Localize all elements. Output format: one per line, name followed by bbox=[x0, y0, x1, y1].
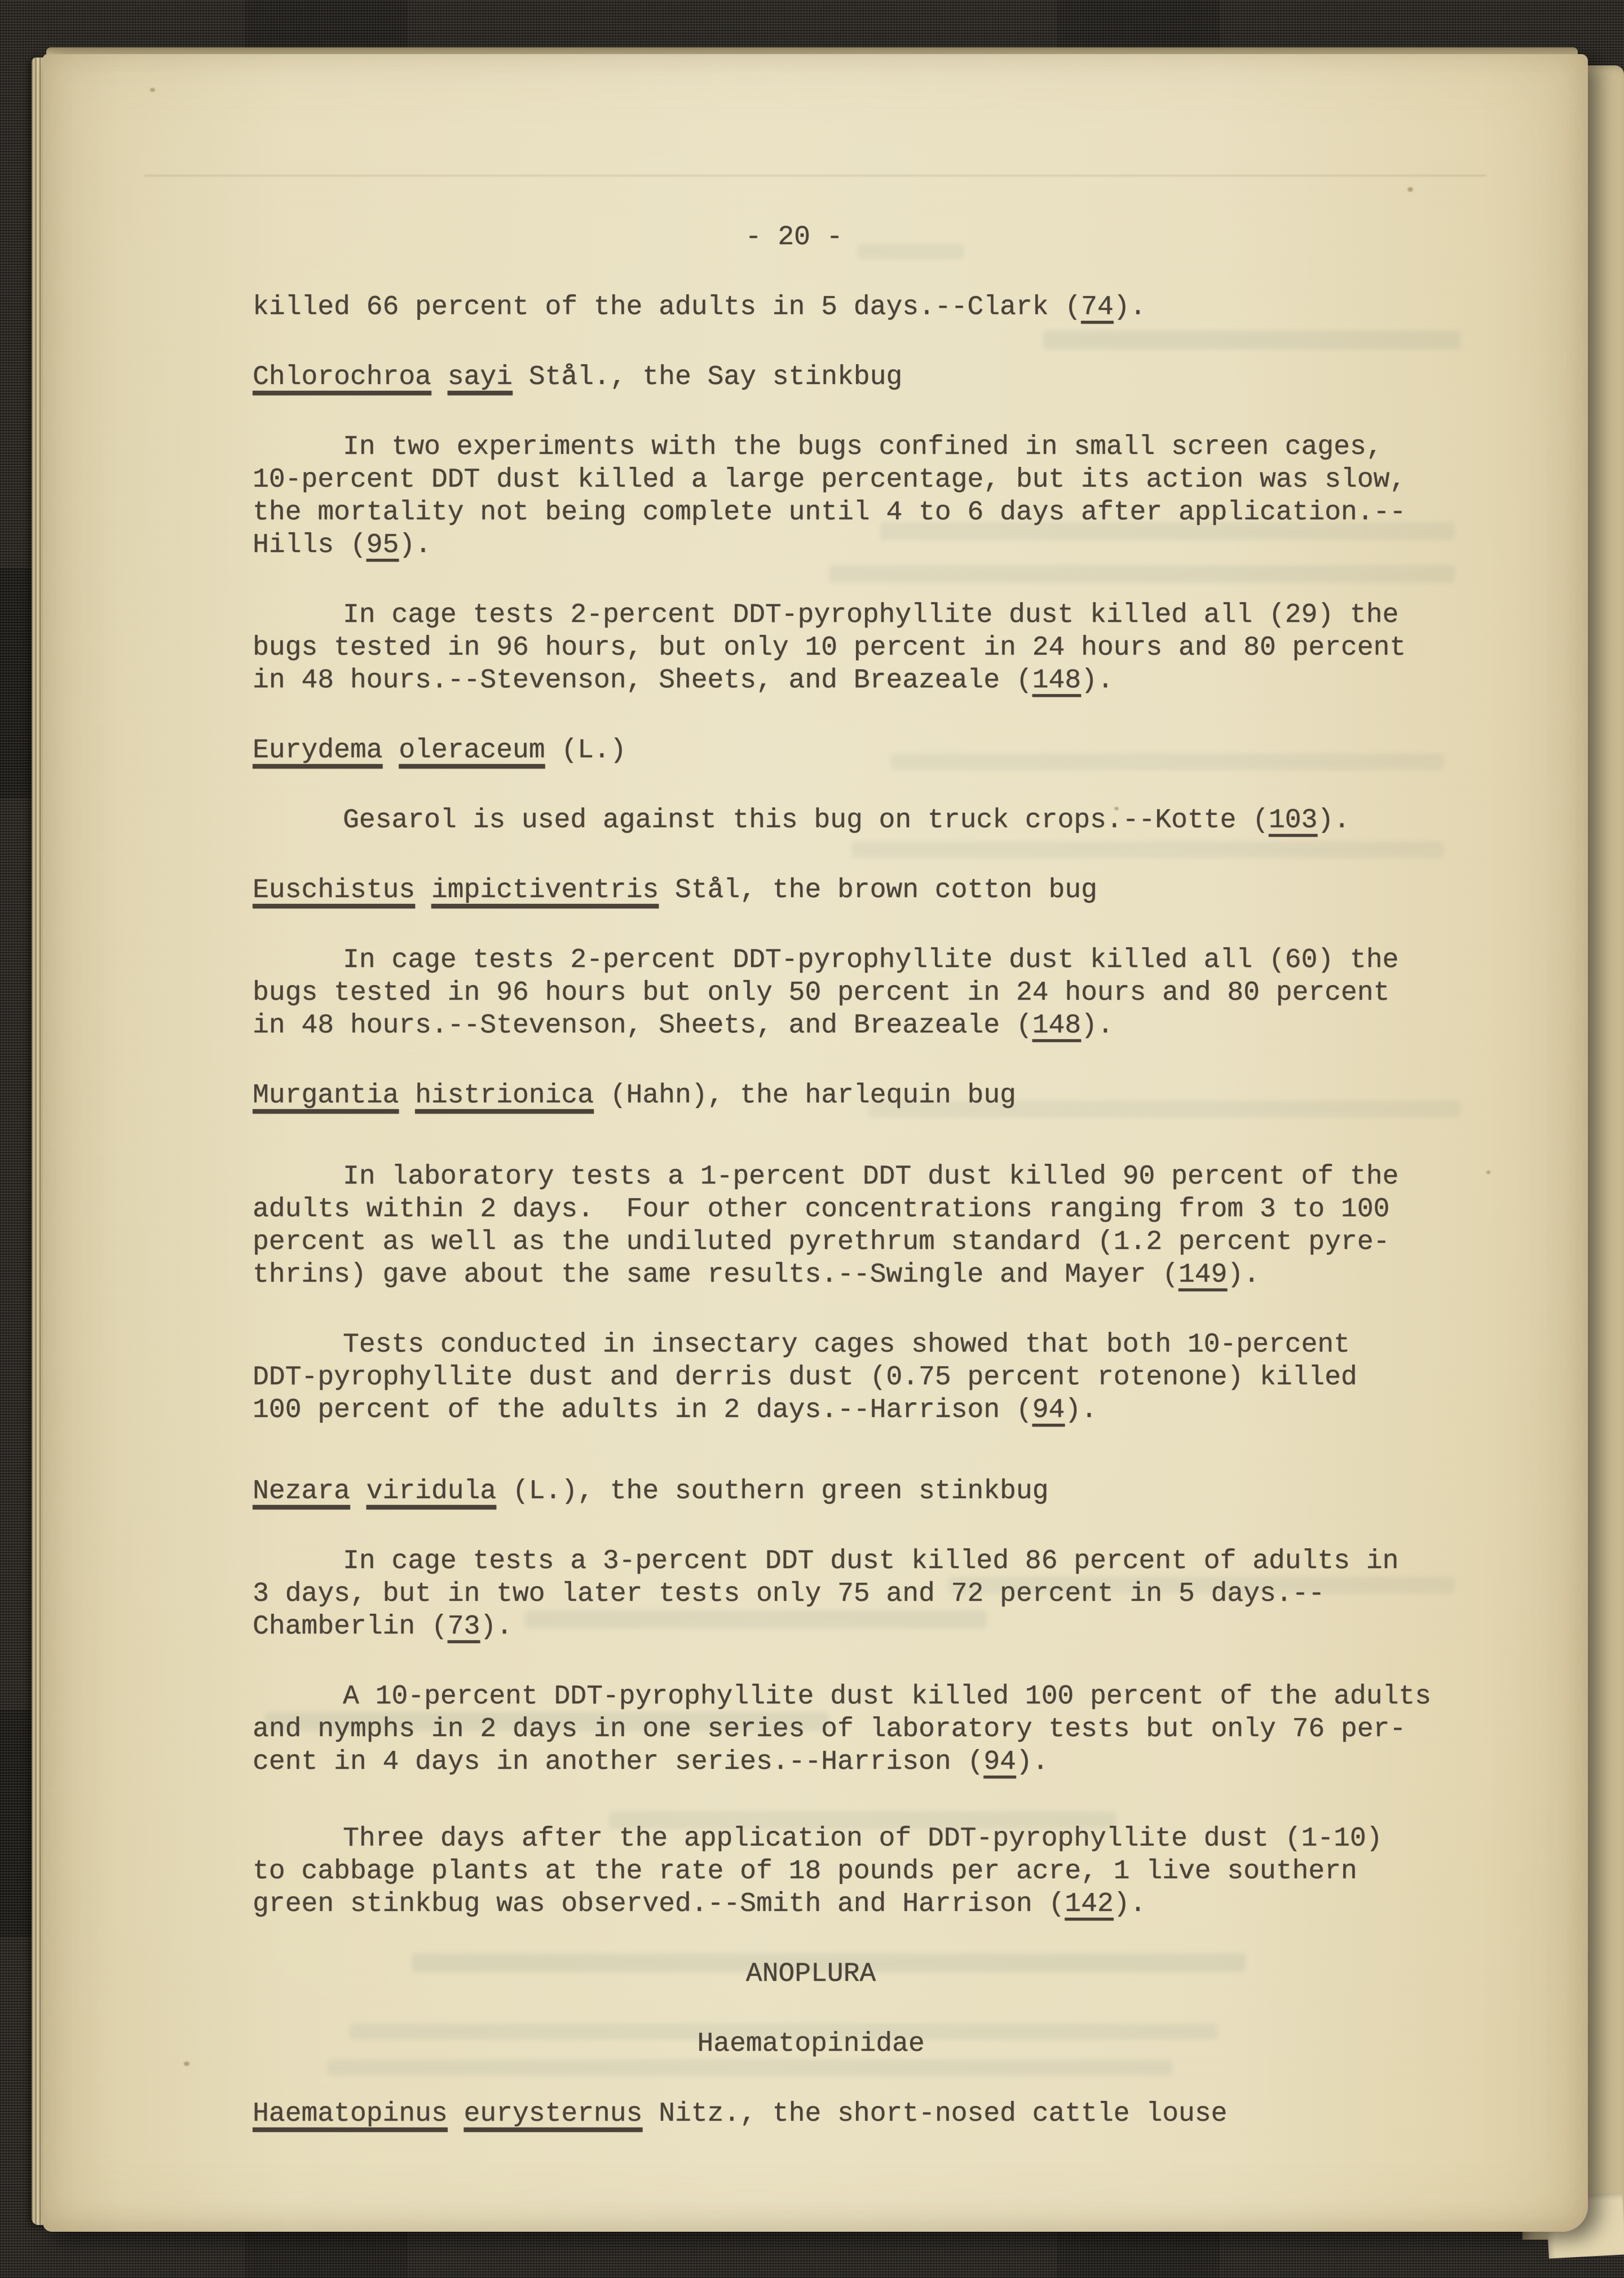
text-line: to cabbage plants at the rate of 18 pounds per acre, 1 live southern bbox=[253, 1856, 1357, 1887]
text-line: Three days after the application of DDT-pyrophyllite dust (1-10) bbox=[343, 1824, 1383, 1854]
text-line: killed 66 percent of the adults in 5 days.--Clark (74). bbox=[253, 292, 1146, 323]
paragraph bbox=[253, 944, 1464, 1042]
underlined-text: Eurydema bbox=[253, 735, 383, 766]
underlined-text: viridula bbox=[366, 1476, 497, 1507]
text-line: Chamberlin (73). bbox=[253, 1612, 513, 1642]
text-line: Gesarol is used against this bug on truck crops.--Kotte (103). bbox=[343, 805, 1350, 836]
paragraph bbox=[253, 599, 1464, 697]
underlined-text: Chlorochroa bbox=[253, 362, 431, 392]
text-line: In cage tests 2-percent DDT-pyrophyllite dust killed all (29) the bbox=[343, 600, 1399, 630]
paragraph bbox=[253, 804, 1464, 837]
text-line: adults within 2 days. Four other concentrations ranging from 3 to 100 bbox=[253, 1194, 1390, 1225]
text-line: In laboratory tests a 1-percent DDT dust killed 90 percent of the bbox=[343, 1162, 1399, 1192]
center-heading: ANOPLURA bbox=[745, 1959, 876, 1989]
text-line: in 48 hours.--Stevenson, Sheets, and Breazeale (148). bbox=[253, 665, 1114, 696]
text-line: In cage tests a 3-percent DDT dust killed 86 percent of adults in bbox=[343, 1546, 1399, 1577]
text-line: green stinkbug was observed.--Smith and Harrison (142). bbox=[253, 1889, 1146, 1919]
text-line: cent in 4 days in another series.--Harrison (94). bbox=[253, 1747, 1049, 1777]
paragraph bbox=[253, 1680, 1464, 1778]
species-heading: Eurydema oleraceum (L.) bbox=[253, 735, 626, 766]
paragraph bbox=[253, 1328, 1464, 1427]
underlined-text: 94 bbox=[1032, 1395, 1065, 1425]
typewritten-text bbox=[43, 54, 1588, 2130]
text-line: In two experiments with the bugs confined in small screen cages, bbox=[343, 432, 1383, 462]
page-text-blocks bbox=[253, 291, 1464, 2130]
underlined-text: oleraceum bbox=[399, 735, 545, 766]
text-line: 3 days, but in two later tests only 75 and 72 percent in 5 days.-- bbox=[253, 1579, 1325, 1609]
text-line: 10-percent DDT dust killed a large percentage, but its action was slow, bbox=[253, 465, 1406, 495]
paragraph bbox=[253, 1160, 1464, 1291]
species-heading: Haematopinus eurysternus Nitz., the short-nosed cattle louse bbox=[253, 2099, 1228, 2129]
text-line: bugs tested in 96 hours but only 50 percent in 24 hours and 80 percent bbox=[253, 978, 1390, 1008]
underlined-text: Nezara bbox=[253, 1476, 350, 1507]
paragraph bbox=[253, 1545, 1464, 1643]
text-line: bugs tested in 96 hours, but only 10 percent in 24 hours and 80 percent bbox=[253, 633, 1406, 663]
paragraph bbox=[253, 291, 1464, 324]
text-line: Hills (95). bbox=[253, 530, 431, 560]
text-line: DDT-pyrophyllite dust and derris dust (0.75 percent rotenone) killed bbox=[253, 1362, 1357, 1393]
species-heading: Murgantia histrionica (Hahn), the harlequin bug bbox=[253, 1080, 1016, 1111]
underlined-text: 148 bbox=[1032, 1010, 1082, 1041]
paragraph bbox=[253, 431, 1464, 562]
underlined-text: 95 bbox=[366, 530, 399, 560]
underlined-text: Haematopinus bbox=[253, 2099, 448, 2129]
underlined-text: 149 bbox=[1178, 1260, 1228, 1290]
species-heading: Nezara viridula (L.), the southern green stinkbug bbox=[253, 1476, 1049, 1507]
text-line: In cage tests 2-percent DDT-pyrophyllite dust killed all (60) the bbox=[343, 945, 1399, 975]
text-line: and nymphs in 2 days in one series of laboratory tests but only 76 per- bbox=[253, 1714, 1406, 1745]
underlined-text: 74 bbox=[1081, 292, 1114, 323]
underlined-text: 103 bbox=[1268, 805, 1318, 836]
page-number: - 20 - bbox=[745, 222, 843, 253]
underlined-text: 94 bbox=[983, 1747, 1016, 1777]
paragraph bbox=[253, 1822, 1464, 1921]
text-line: the mortality not being complete until 4 to 6 days after application.-- bbox=[253, 497, 1406, 528]
center-heading: Haematopinidae bbox=[697, 2029, 925, 2059]
underlined-text: Murgantia bbox=[253, 1080, 399, 1111]
species-heading: Euschistus impictiventris Stål, the brown cotton bug bbox=[253, 875, 1097, 906]
text-line: Tests conducted in insectary cages showed that both 10-percent bbox=[343, 1330, 1350, 1360]
species-heading: Chlorochroa sayi Stål., the Say stinkbug bbox=[253, 362, 903, 392]
underlined-text: histrionica bbox=[415, 1080, 594, 1111]
underlined-text: 142 bbox=[1065, 1889, 1114, 1919]
scanned-page bbox=[43, 54, 1588, 2232]
underlined-text: impictiventris bbox=[431, 875, 659, 906]
text-line: 100 percent of the adults in 2 days.--Harrison (94). bbox=[253, 1395, 1097, 1425]
text-line: A 10-percent DDT-pyrophyllite dust killed 100 percent of the adults bbox=[343, 1681, 1431, 1712]
underlined-text: 148 bbox=[1032, 665, 1082, 696]
underlined-text: sayi bbox=[447, 362, 513, 392]
underlined-text: Euschistus bbox=[253, 875, 416, 906]
underlined-text: 73 bbox=[447, 1612, 480, 1642]
text-line: thrins) gave about the same results.--Swingle and Mayer (149). bbox=[253, 1260, 1260, 1290]
text-line: percent as well as the undiluted pyrethrum standard (1.2 percent pyre- bbox=[253, 1227, 1390, 1257]
underlined-text: eurysternus bbox=[464, 2099, 643, 2129]
text-line: in 48 hours.--Stevenson, Sheets, and Breazeale (148). bbox=[253, 1010, 1114, 1041]
